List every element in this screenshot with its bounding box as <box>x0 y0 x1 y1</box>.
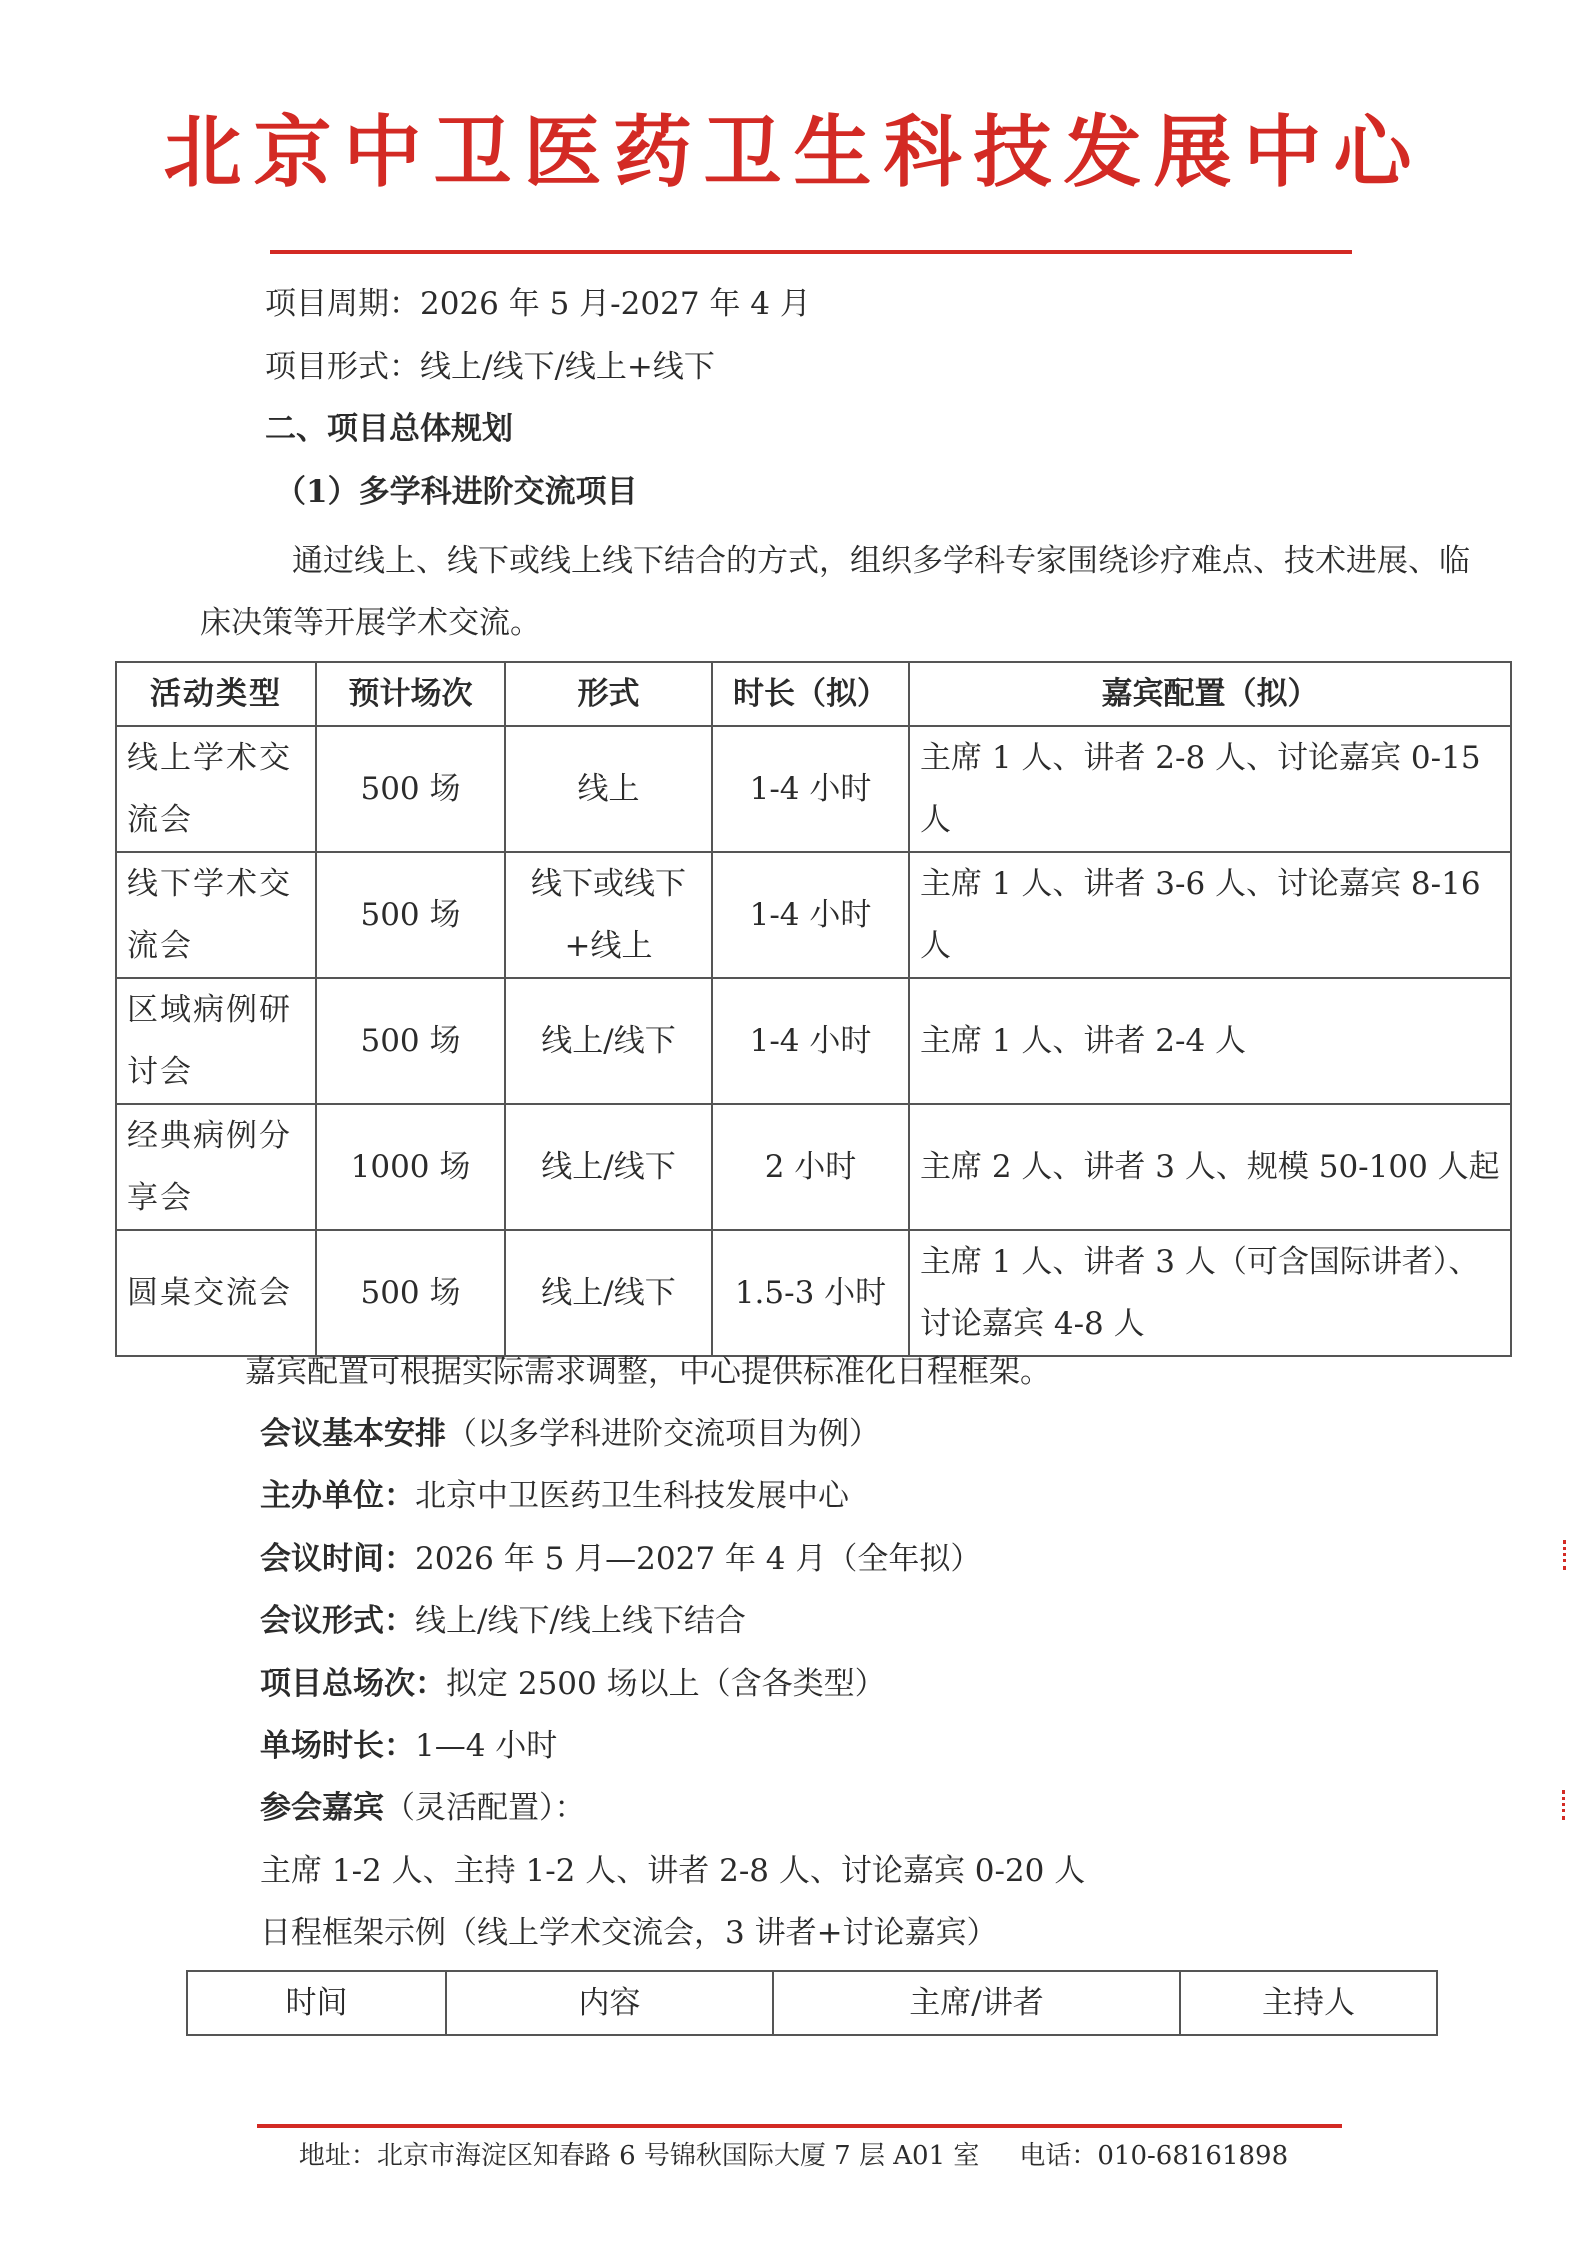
host-line <box>260 1476 849 1516</box>
time-line <box>260 1539 981 1579</box>
duration-line <box>260 1726 557 1766</box>
cell-sessions: 500 场 <box>316 852 505 978</box>
arrangement-label: 会议基本安排 <box>260 1416 446 1452</box>
footer-phone: 电话：010-68161898 <box>1019 2141 1289 2171</box>
table-row <box>116 978 1511 1104</box>
seal-edge-mark <box>1562 1790 1571 1820</box>
host-label: 主办单位： <box>260 1478 415 1514</box>
cell-guests: 主席 1 人、讲者 2-4 人 <box>909 978 1511 1104</box>
project-period <box>265 284 811 324</box>
cell-duration: 1-4 小时 <box>712 726 909 852</box>
cell-activity-type: 经典病例分享会 <box>116 1104 316 1230</box>
header-duration: 时长（拟） <box>712 662 909 726</box>
schedule-table <box>186 1970 1438 2036</box>
footer <box>0 2136 1587 2176</box>
table-header-row <box>187 1971 1437 2035</box>
footer-divider <box>257 2124 1342 2128</box>
cell-guests: 主席 1 人、讲者 3-6 人、讨论嘉宾 8-16 人 <box>909 852 1511 978</box>
time-value: 2026 年 5 月—2027 年 4 月（全年拟） <box>415 1541 982 1577</box>
table-row <box>116 1104 1511 1230</box>
total-label: 项目总场次： <box>260 1666 446 1702</box>
form-line <box>260 1601 746 1641</box>
header-format: 形式 <box>505 662 712 726</box>
guest-note: 嘉宾配置可根据实际需求调整，中心提供标准化日程框架。 <box>245 1354 1051 1390</box>
cell-activity-type: 线上学术交流会 <box>116 726 316 852</box>
header-speaker: 主席/讲者 <box>773 1971 1180 2035</box>
project-period-value: 2026 年 5 月-2027 年 4 月 <box>420 286 811 322</box>
cell-guests: 主席 2 人、讲者 3 人、规模 50-100 人起 <box>909 1104 1511 1230</box>
time-label: 会议时间： <box>260 1541 415 1577</box>
cell-activity-type: 线下学术交流会 <box>116 852 316 978</box>
cell-format: 线上 <box>505 726 712 852</box>
header-content: 内容 <box>446 1971 773 2035</box>
cell-guests: 主席 1 人、讲者 3 人（可含国际讲者）、讨论嘉宾 4-8 人 <box>909 1230 1511 1356</box>
cell-duration: 2 小时 <box>712 1104 909 1230</box>
header-activity-type: 活动类型 <box>116 662 316 726</box>
cell-format: 线下或线下+线上 <box>505 852 712 978</box>
table-row <box>116 852 1511 978</box>
guests-detail: 主席 1-2 人、主持 1-2 人、讲者 2-8 人、讨论嘉宾 0-20 人 <box>260 1853 1086 1889</box>
cell-duration: 1-4 小时 <box>712 978 909 1104</box>
guests-value: （灵活配置）： <box>384 1790 586 1826</box>
cell-guests: 主席 1 人、讲者 2-8 人、讨论嘉宾 0-15 人 <box>909 726 1511 852</box>
cell-format: 线上/线下 <box>505 1104 712 1230</box>
guests-label: 参会嘉宾 <box>260 1790 384 1826</box>
form-label: 会议形式： <box>260 1603 415 1639</box>
section-heading: 二、项目总体规划 <box>265 411 513 447</box>
project-form-label: 项目形式： <box>265 349 420 385</box>
host-value: 北京中卫医药卫生科技发展中心 <box>415 1478 849 1514</box>
cell-sessions: 1000 场 <box>316 1104 505 1230</box>
header-guests: 嘉宾配置（拟） <box>909 662 1511 726</box>
total-value: 拟定 2500 场以上（含各类型） <box>446 1666 886 1702</box>
cell-duration: 1-4 小时 <box>712 852 909 978</box>
seal-edge-mark <box>1563 1540 1574 1570</box>
cell-format: 线上/线下 <box>505 978 712 1104</box>
cell-sessions: 500 场 <box>316 726 505 852</box>
arrangement-value: （以多学科进阶交流项目为例） <box>446 1416 880 1452</box>
table-row <box>116 726 1511 852</box>
arrangement-heading <box>260 1414 880 1454</box>
intro-paragraph: 通过线上、线下或线上线下结合的方式，组织多学科专家围绕诊疗难点、技术进展、临床决策等开展学术交流。 <box>200 543 1470 641</box>
guests-line <box>260 1788 586 1828</box>
duration-value: 1—4 小时 <box>415 1728 558 1764</box>
cell-sessions: 500 场 <box>316 1230 505 1356</box>
header-time: 时间 <box>187 1971 446 2035</box>
header-sessions: 预计场次 <box>316 662 505 726</box>
cell-activity-type: 区域病例研讨会 <box>116 978 316 1104</box>
form-value: 线上/线下/线上线下结合 <box>415 1603 746 1639</box>
cell-sessions: 500 场 <box>316 978 505 1104</box>
subsection-heading: （1）多学科进阶交流项目 <box>275 474 638 510</box>
letterhead-divider <box>270 250 1352 254</box>
project-form <box>265 347 715 387</box>
activity-table <box>115 661 1512 1357</box>
project-period-label: 项目周期： <box>265 286 420 322</box>
header-host: 主持人 <box>1180 1971 1437 2035</box>
letterhead-title: 北京中卫医药卫生科技发展中心 <box>163 108 1424 198</box>
cell-activity-type: 圆桌交流会 <box>116 1230 316 1356</box>
footer-address: 地址：北京市海淀区知春路 6 号锦秋国际大厦 7 层 A01 室 <box>298 2141 980 2171</box>
schedule-example: 日程框架示例（线上学术交流会，3 讲者+讨论嘉宾） <box>260 1915 998 1951</box>
table-header-row <box>116 662 1511 726</box>
project-form-value: 线上/线下/线上+线下 <box>420 349 715 385</box>
cell-format: 线上/线下 <box>505 1230 712 1356</box>
total-line <box>260 1664 886 1704</box>
duration-label: 单场时长： <box>260 1728 415 1764</box>
table-row <box>116 1230 1511 1356</box>
cell-duration: 1.5-3 小时 <box>712 1230 909 1356</box>
